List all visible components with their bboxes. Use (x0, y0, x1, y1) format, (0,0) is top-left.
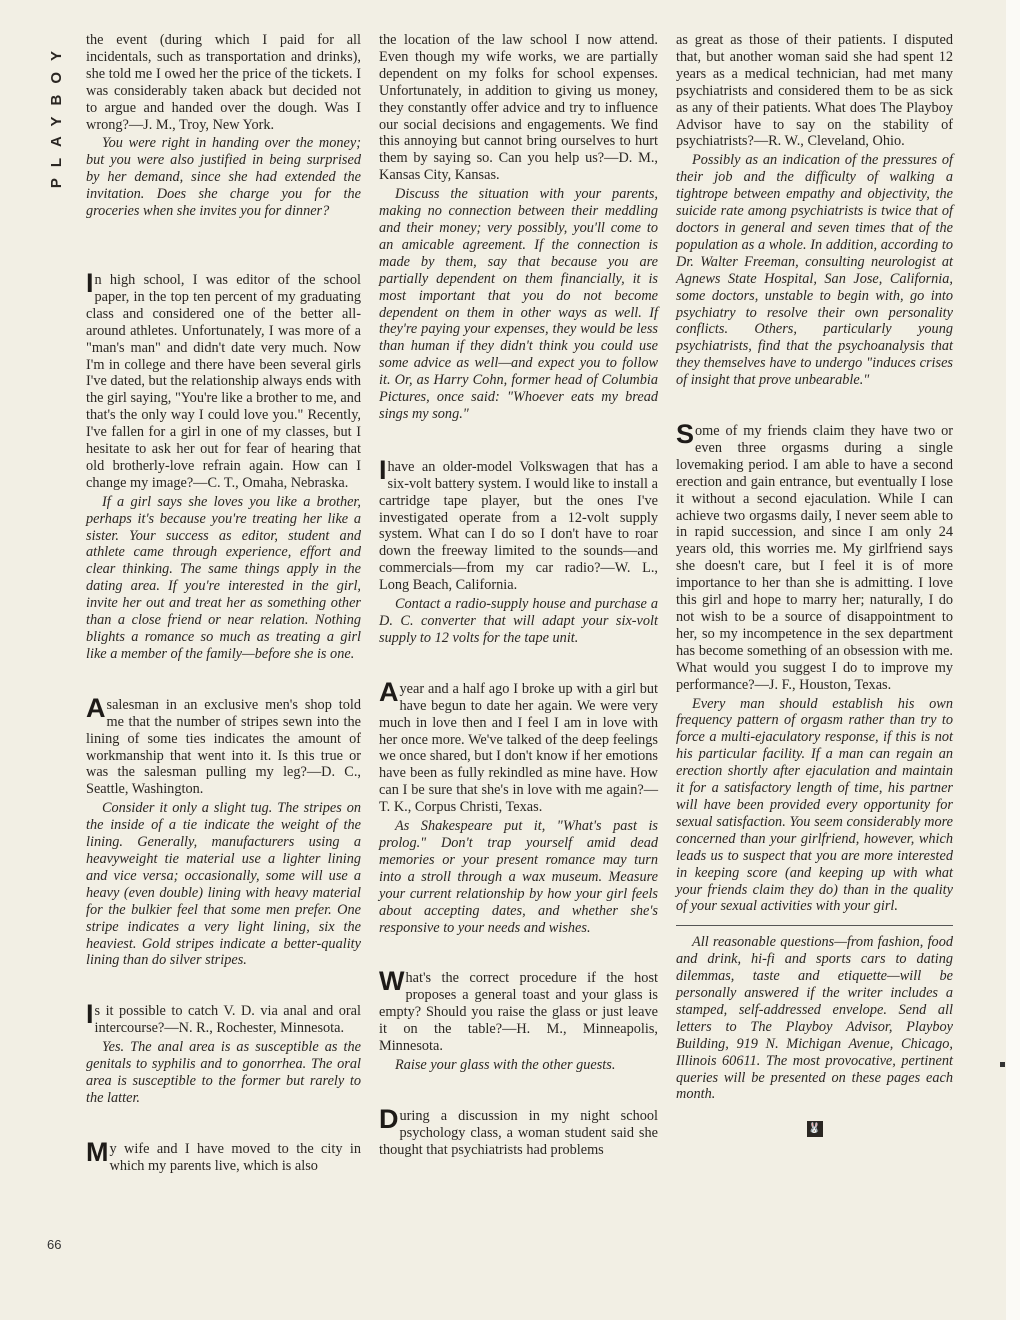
question (379, 454, 658, 594)
page-edge (1006, 0, 1020, 1320)
question-continued: the location of the law school I now attend. Even though my wife works, we are partially dependent on my folks for school expenses. Unfortunately, in addition to giving us money, they constantly offer advice and try to influence our social decisions and engagements. We find this annoying but cannot bring ourselves to hurt them by saying so. Can you help us?—D. M., Kansas City, Kansas. (379, 32, 658, 184)
page-number: 66 (47, 1237, 62, 1252)
margin-mark (1000, 1062, 1005, 1067)
divider-rule (676, 925, 953, 926)
answer: Contact a radio-supply house and purchase a D. C. converter that will adapt your six-volt supply to 12 volts for the tape unit. (379, 596, 658, 646)
answer: Every man should establish his own frequency pattern of orgasm rather than try to force a multi-ejaculatory response, if this is not his particular facility. If a man can regain an erection shortly after ejaculation and maintain it for a satisfactory length of time, his partner will have been provided every opportunity for sexual satisfaction. You seem considerably more concerned than your girlfriend, however, which leads us to suspect that you are more interested in keeping score (and keeping up with what your friends claim they do) than in the quality of your sexual activities with your girl. (676, 695, 953, 915)
question-continued: the event (during which I paid for all incidentals, such as transportation and drinks), she told me I owed her the price of the tickets. I was considerably taken aback but decided not to argue and handed over the dough. Was I wrong?—J. M., Troy, New York. (86, 32, 361, 133)
drop-cap: A (379, 676, 399, 707)
question-text: s it possible to catch V. D. via anal and oral intercourse?—N. R., Rochester, Minnesota. (94, 1003, 361, 1037)
column-1 (86, 32, 361, 1175)
answer: Raise your glass with the other guests. (395, 1056, 616, 1073)
drop-cap: A (86, 692, 106, 723)
drop-cap: M (86, 1136, 109, 1167)
question-text: y wife and I have moved to the city in which my parents live, which is also (109, 1140, 361, 1174)
question (379, 966, 658, 1055)
drop-cap: D (379, 1103, 399, 1134)
column-3 (676, 32, 953, 1137)
drop-cap: I (86, 267, 94, 298)
question (86, 999, 361, 1037)
closing-note: All reasonable questions—from fashion, food and drink, hi-fi and sports cars to dating dilemmas, taste and etiquette—will be personally answered if the writer includes a stamped, self-addressed envelope. Send all letters to The Playboy Advisor, Playboy Building, 919 N. Michigan Avenue, Chicago, Illinois 60611. The most provocative, pertinent queries will be presented on these pages each month. (676, 934, 953, 1103)
question-text: have an older-model Volkswagen that has a six-volt battery system. I would like to install a cartridge tape player, but the ones I've investigated operate from a 12-volt supply system. What can I do so I don't have to roar down the freeway limited to the sounds—and commercials—from my car radio?—W. L., Long Beach, California. (379, 458, 658, 594)
answer: If a girl says she loves you like a brother, perhaps it's because you're treating her like a sister. Your success as editor, student and athlete came through experience, effort and clear thinking. The same things apply in the dating area. If you're interested in the girl, invite her out and treat her as something other than a close friend or near relation. Nothing blights a romance so much as treating a girl like a member of the family—before she is one. (86, 493, 361, 662)
drop-cap: W (379, 966, 405, 997)
end-bunny-icon: 🐰 (807, 1121, 823, 1137)
question (676, 419, 953, 694)
drop-cap: I (86, 999, 94, 1030)
answer: Discuss the situation with your parents, making no connection between their meddling and their money; very possibly, you'll come to an amicable agreement. If the connection is made by them, say that because you are partially dependent on them financially, it is most important that you do not become dependent on them in other ways as well. If they're paying your expenses, they would be less than human if they didn't think you could use some advice as well—and expect you to follow it. Or, as Harry Cohn, former head of Columbia Pictures, once said: "Whoever eats my bread sings my song." (379, 186, 658, 422)
question (86, 1136, 361, 1175)
answer: Yes. The anal area is as susceptible as the genitals to syphilis and to gonorrhea. The oral area is susceptible to the former but rarely to the latter. (86, 1039, 361, 1106)
answer: As Shakespeare put it, "What's past is prolog." Don't trap yourself amid dead memories or your present romance may turn into a stroll through a wax museum. Measure your current relationship by how your girl feels about accepting dates, and whether she's responsive to your needs and wishes. (379, 818, 658, 936)
question (379, 676, 658, 816)
magazine-brand: PLAYBOY (48, 40, 65, 189)
question-text: n high school, I was editor of the school paper, in the top ten percent of my graduating class and considered one of the better all-around athletes. Unfortunately, I was more of a "man's man" and didn't date very much. Now I'm in college and there have been several girls I've dated, but the relationship always ends with the girl saying, "You're like a brother to me, and that's the only way I could love you." Recently, I've fallen for a girl in one of my classes, but I hesitate to ask her out for fear of hearing that old brotherly-love refrain again. How can I change my image?—C. T., Omaha, Nebraska. (86, 271, 361, 491)
question (379, 1103, 658, 1159)
question (86, 267, 361, 492)
answer: You were right in handing over the money; but you were also justified in being surprised by her demand, since she had extended the invitation. Does she charge you for the groceries when she invites you for dinner? (86, 135, 361, 220)
question-continued: as great as those of their patients. I disputed that, but another woman said she had spent 12 years as a medical technician, had met many psychiatrists and considered them to be as sick as any of their patients. What does The Playboy Advisor have to say on the stability of psychiatrists?—R. W., Cleveland, Ohio. (676, 32, 953, 150)
question-text: uring a discussion in my night school psychology class, a woman student said she thought that psychiatrists had problems (379, 1107, 658, 1158)
drop-cap: I (379, 454, 387, 485)
question-text: hat's the correct procedure if the host proposes a general toast and your glass is empty? Should you raise the glass or just leave it on the table?—H. M., Minneapolis, Minnesota. (379, 970, 658, 1055)
question-text: year and a half ago I broke up with a girl but have begun to date her again. We were very much in love then and I feel I am in love with her once more. We've talked of the deep feelings we once shared, but I don't know if her emotions have been as fully rekindled as mine have. How can I be sure that she's in love with me again?—T. K., Corpus Christi, Texas. (379, 680, 658, 816)
column-2 (379, 32, 658, 1159)
question-text: salesman in an exclusive men's shop told me that the number of stripes sewn into the lining of some ties indicates the amount of workmanship that went into it. Is this true or was the salesman pulling my leg?—D. C., Seattle, Washington. (86, 696, 361, 798)
question (86, 692, 361, 798)
drop-cap: S (676, 419, 695, 450)
answer: Consider it only a slight tug. The stripes on the inside of a tie indicate the weight of the lining. Generally, manufacturers using a heavyweight tie material use a lighter lining and vice versa; occasionally, some will use a heavy (even double) lining with heavy material for the bulkier feel that some men prefer. One stripe indicates a very light lining, six the heaviest. Gold stripes indicate a better-quality lining than do silver stripes. (86, 800, 361, 969)
answer: Possibly as an indication of the pressures of their job and the difficulty of walking a tightrope between empathy and objectivity, the suicide rate among psychiatrists is twice that of doctors in general and seven times that of the population as a whole. In addition, according to Dr. Walter Freeman, consulting neurologist at Agnews State Hospital, San Jose, California, some doctors, unstable to begin with, go into psychiatry to resolve their own personality conflicts. Others, particularly young psychiatrists, find that the psychoanalysis that they themselves have to undergo "induces crises of insight that prove unbearable." (676, 152, 953, 389)
question-text: ome of my friends claim they have two or even three orgasms during a single lovemaking period. I am able to have a second erection and gain entrance, but eventually I lose it without a second ejaculation. While I can achieve two orgasms daily, I never seem able to in rapid succession, and since I am only 24 years old, this worries me. My girlfriend says she doesn't care, but I feel it is of more importance to her than she is admitting. I love this girl and hope to marry her; naturally, I do not wish to be a source of disappointment to her, so my incompetence in the sex department has become something of an obsession with me. What would you suggest I do to improve my performance?—J. F., Houston, Texas. (676, 423, 953, 693)
